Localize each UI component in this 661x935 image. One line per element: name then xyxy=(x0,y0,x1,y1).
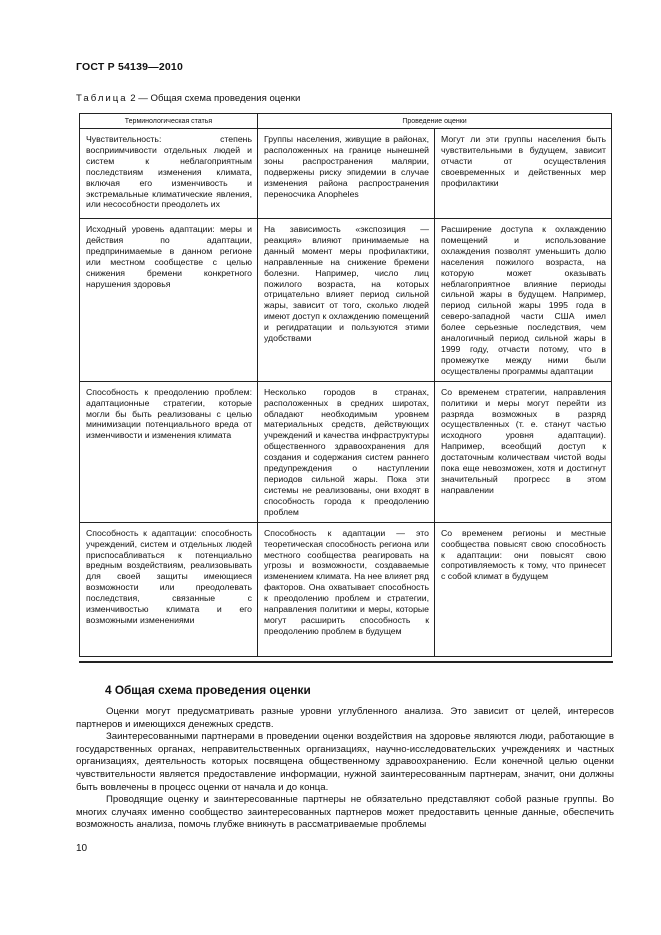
standard-number: ГОСТ Р 54139—2010 xyxy=(76,61,184,73)
table-caption-prefix: Таблица xyxy=(76,93,128,104)
table-cell: Со временем регионы и местные сообщества повысят свою способность к адаптации: они повысят свою сопротивляемость к тому, что принесет с собой климат в будущем xyxy=(435,522,612,656)
table-cell: Могут ли эти группы населения быть чувствительными в будущем, зависит отчасти от осуществления своевременных и действенных мер профилактики xyxy=(435,129,612,219)
table-row xyxy=(80,522,612,656)
column-header-assessment: Проведение оценки xyxy=(258,114,612,129)
table-cell: Способность к преодолению проблем: адаптационные стратегии, которые могли бы быть реализованы с целью минимизации потенциального вреда от изменчивости и изменения климата xyxy=(80,381,258,522)
table-header-row xyxy=(80,114,612,129)
table-row xyxy=(80,381,612,522)
paragraph: Заинтересованными партнерами в проведении оценки воздействия на здоровье являются люди, работающие в государственных органах, неправительственных организациях, научно-исследовательских учреждениях и частных организациях, деятельность которых посвящена общественному здравоохранению. Если конечной целью оценки чувствительности является предоставление информации, нужной заинтересованным партнерам, значит, они должны быть вовлечены в процесс оценки от начала и до конца. xyxy=(76,731,614,793)
table-cell: Расширение доступа к охлаждению помещений и использование охлаждения позволят уменьшить долю населения пожилого возраста, на которую может оказывать неблагоприятное влияние периоды сильной жары в будущем. Например, период сильной жары 1995 года в северо-западной части США имел более серьезные последствия, чем аналогичный период сильной жары в 1999 году, отчасти потому, что в промежутке между ними были осуществлены программы адаптации xyxy=(435,219,612,382)
table-cell: Способность к адаптации: способность учреждений, систем и отдельных людей приспосабливаться к потенциально вредным воздействиям, реализовывать для своей защиты имеющиеся возможности или преодолевать последствия, связанные с изменчивостью климата и его возможными изменениями xyxy=(80,522,258,656)
section-body xyxy=(76,706,614,832)
page-number: 10 xyxy=(76,843,88,854)
table-cell: Чувствительность: степень восприимчивости отдельных людей и систем к неблагоприятным последствиям изменения климата, включая его изменчивость и экстремальные климатические явления, или несособности преодолеть их xyxy=(80,129,258,219)
table-caption-text: 2 — Общая схема проведения оценки xyxy=(130,93,301,104)
assessment-table xyxy=(79,113,612,657)
table-bottom-rule xyxy=(79,661,613,663)
section-heading: 4 Общая схема проведения оценки xyxy=(105,683,311,697)
table-cell: Со временем стратегии, направления политики и меры могут перейти из разряда возможных в разряд осуществленных (т. е. станут частью исходного уровня адаптации). Например, всеобщий доступ к достаточным количествам чистой воды пока еще невозможен, хотя и достигнут значительный прогресс в этом направлении xyxy=(435,381,612,522)
table-caption xyxy=(76,93,300,104)
table-cell: Несколько городов в странах, расположенных в средних широтах, обладают необходимым уровнем материальных средств, действующих учреждений и качества инфраструктуры общественного здравоохранения для создания и содержания систем раннего предупреждения о наступлении периодов сильной жары. Пока эти системы не реализованы, они входят в способность города к преодолению проблем xyxy=(258,381,435,522)
column-header-term: Терминологическая статья xyxy=(80,114,258,129)
paragraph: Проводящие оценку и заинтересованные партнеры не обязательно представляют собой разные группы. Во многих случаях именно сообщество заинтересованных партнеров может предоставить ценные данные, обеспечить возможность анализа, помочь глубже вникнуть в рассматриваемые проблемы xyxy=(76,794,614,831)
table-row xyxy=(80,129,612,219)
table-cell: Исходный уровень адаптации: меры и действия по адаптации, предпринимаемые в данном регионе или местном сообществе с целью снижения бремени конкретного нарушения здоровья xyxy=(80,219,258,382)
table-row xyxy=(80,219,612,382)
table-cell: Способность к адаптации — это теоретическая способность региона или местного сообщества реагировать на угрозы и возможности, создаваемые изменением климата. На нее влияет ряд факторов. Она охватывает способность к преодолению проблем и стратегии, направления политики и меры, которые могут расширить способность к преодолению проблем в будущем xyxy=(258,522,435,656)
table-cell: Группы населения, живущие в районах, расположенных на границе нынешней зоны распространения малярии, подвержены риску эпидемии в случае изменения района распространения переносчика Anopheles xyxy=(258,129,435,219)
paragraph: Оценки могут предусматривать разные уровни углубленного анализа. Это зависит от целей, интересов партнеров и имеющихся денежных средств. xyxy=(76,706,614,730)
table-cell: На зависимость «экспозиция — реакция» влияют принимаемые на данный момент меры профилактики, направленные на снижение бремени болезни. Например, число лиц пожилого возраста, на которых отрицательно влияет период сильной жары, зависит от того, сколько людей имеют доступ к охлаждению помещений и регидратации и пользуются этими удобствами xyxy=(258,219,435,382)
